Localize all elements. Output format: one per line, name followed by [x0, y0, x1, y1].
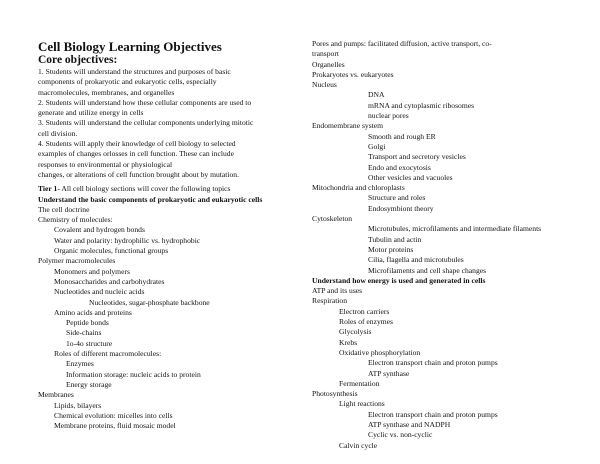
core-objective-line: cell division.: [38, 128, 78, 138]
core-objective-line: changes, or alterations of cell function brought about by mutation.: [38, 169, 239, 179]
core-objective-line: 4. Students will apply their knowledge of cell biology to selected: [38, 139, 236, 149]
topic-item: Polymer macromolecules: [38, 256, 116, 266]
topic-item: Amino acids and proteins: [54, 307, 132, 317]
topic-item: Microtubules, microfilaments and intermediate filaments: [368, 224, 542, 234]
components-topic-list-continued: [312, 39, 594, 276]
topic-item: Mitochondria and chloroplasts: [312, 183, 405, 193]
topic-item: 1o-4o structure: [66, 338, 113, 348]
topic-item: Energy storage: [66, 379, 112, 389]
topic-item: Covalent and hydrogen bonds: [54, 225, 145, 235]
document-title: Cell Biology Learning Objectives: [38, 39, 222, 54]
topic-item: Cilia, flagella and microtubules: [368, 255, 464, 265]
core-objective-line: 2. Students will understand how these cellular components are used to: [38, 97, 252, 107]
topic-item: Transport and secretory vesicles: [368, 152, 466, 162]
topic-item: ATP synthase: [368, 368, 410, 378]
topic-item: Peptide bonds: [66, 318, 109, 328]
topic-item: Electron transport chain and proton pumps: [368, 409, 498, 419]
topic-item: Side-chains: [66, 328, 102, 338]
topic-item: Lipids, bilayers: [54, 400, 102, 410]
topic-item: Cytoskeleton: [312, 214, 353, 224]
topic-item: Nucleotides and nucleic acids: [54, 287, 145, 297]
tier1-description: All cell biology sections will cover the following topics: [59, 184, 231, 194]
core-objectives-list: [38, 67, 313, 180]
topic-item: Roles of different macromolecules:: [54, 349, 162, 359]
core-objective-line: macromolecules, membranes, and organelles: [38, 87, 175, 97]
topic-item: Membranes: [38, 390, 74, 400]
topic-item: transport: [312, 49, 339, 59]
topic-item: Fermentation: [339, 378, 380, 388]
topic-item: Respiration: [312, 296, 348, 306]
topic-item: Calvin cycle: [339, 440, 378, 450]
topic-item: Glycolysis: [339, 327, 372, 337]
right-column: [312, 39, 594, 451]
topic-item: Endo and exocytosis: [368, 162, 431, 172]
topic-item: Pores and pumps: facilitated diffusion, active transport, co-: [312, 39, 492, 48]
topic-item: Electron carriers: [339, 306, 390, 316]
topic-item: Prokaryotes vs. eukaryotes: [312, 69, 394, 79]
topic-item: nuclear pores: [368, 111, 409, 121]
core-objective-line: examples of changes orlosses in cell function. These can include: [38, 149, 234, 159]
core-objective-line: generate and utilize energy in cells: [38, 108, 144, 118]
tier1-line: [38, 184, 313, 194]
topic-item: ATP and its uses: [312, 286, 363, 296]
topic-item: mRNA and cytoplasmic ribosomes: [368, 100, 475, 110]
topic-item: Nucleotides, sugar-phosphate backbone: [89, 297, 210, 307]
topic-item: Light reactions: [339, 399, 385, 409]
topic-item: Structure and roles: [368, 193, 426, 203]
topic-item: Information storage: nucleic acids to protein: [66, 369, 201, 379]
topic-item: Water and polarity: hydrophilic vs. hydrophobic: [54, 235, 201, 245]
topic-item: The cell doctrine: [38, 204, 90, 214]
topic-item: Membrane proteins, fluid mosaic model: [54, 421, 176, 431]
topic-item: Krebs: [339, 337, 358, 347]
topic-item: Golgi: [368, 141, 386, 151]
topic-item: Enzymes: [66, 359, 94, 369]
topic-item: Electron transport chain and proton pumps: [368, 358, 498, 368]
topic-item: Monosaccharides and carbohydrates: [54, 276, 165, 286]
topic-item: Organelles: [312, 59, 345, 69]
topic-item: Endosymbiont theory: [368, 203, 434, 213]
topic-item: Roles of enzymes: [339, 317, 393, 327]
energy-topic-list: [312, 286, 594, 451]
topic-item: Oxidative phosphorylation: [339, 347, 421, 357]
tier1-label: Tier 1-: [38, 184, 60, 194]
core-objective-line: components of prokaryotic and eukaryotic cells, especially: [38, 77, 217, 87]
topic-item: Microfilaments and cell shape changes: [368, 265, 487, 275]
core-objective-line: 3. Students will understand the cellular components underlying mitotic: [38, 118, 254, 128]
core-objectives-heading: Core objectives:: [38, 54, 118, 66]
topic-item: Chemical evolution: micelles into cells: [54, 410, 173, 420]
topic-item: Monomers and polymers: [54, 266, 130, 276]
topic-item: Photosynthesis: [312, 389, 358, 399]
components-topic-list: [38, 205, 313, 432]
topic-item: Nucleus: [312, 80, 337, 90]
topic-item: Chemistry of molecules:: [38, 215, 113, 225]
section-heading-components: Understand the basic components of prokaryotic and eukaryotic cells: [38, 194, 263, 204]
topic-item: ATP synthase and NADPH: [368, 419, 451, 429]
topic-item: Organic molecules, functional groups: [54, 246, 169, 256]
topic-item: DNA: [368, 90, 385, 100]
topic-item: Endomembrane system: [312, 121, 384, 131]
topic-item: Motor proteins: [368, 244, 414, 254]
left-column: [38, 39, 313, 431]
topic-item: Smooth and rough ER: [368, 131, 436, 141]
topic-item: Other vesicles and vacuoles: [368, 172, 453, 182]
core-objective-line: responses to environmental or physiological: [38, 159, 173, 169]
core-objective-line: 1. Students will understand the structures and purposes of basic: [38, 67, 231, 76]
topic-item: Cyclic vs. non-cyclic: [368, 430, 433, 440]
section-heading-energy: Understand how energy is used and generated in cells: [312, 275, 486, 285]
topic-item: Tubulin and actin: [368, 234, 422, 244]
